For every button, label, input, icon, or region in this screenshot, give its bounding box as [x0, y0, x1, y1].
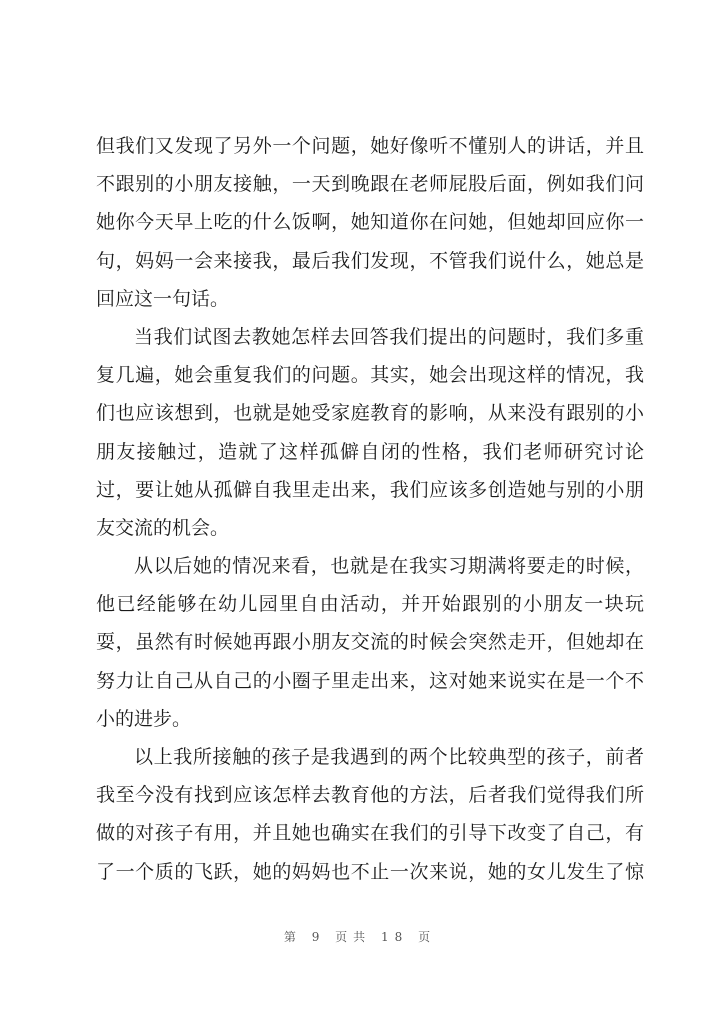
text-line: 朋友接触过，造就了这样孤僻自闭的性格，我们老师研究讨论	[96, 440, 644, 463]
text-line: 做的对孩子有用，并且她也确实在我们的引导下改变了自己，有	[96, 822, 644, 845]
body-text	[96, 127, 644, 891]
text-line: 了一个质的飞跃，她的妈妈也不止一次来说，她的女儿发生了惊	[96, 860, 644, 883]
page-number-footer: 第 9 页共 18 页	[283, 930, 437, 944]
text-line: 以上我所接触的孩子是我遇到的两个比较典型的孩子，前者	[134, 746, 644, 768]
text-line: 们也应该想到，也就是她受家庭教育的影响，从来没有跟别的小	[96, 402, 644, 425]
text-line: 但我们又发现了另外一个问题，她好像听不懂别人的讲话，并且	[96, 135, 644, 157]
text-line: 我至今没有找到应该怎样去教育他的方法，后者我们觉得我们所	[96, 784, 644, 807]
text-line: 耍，虽然有时候她再跟小朋友交流的时候会突然走开，但她却在	[96, 631, 644, 654]
text-line: 当我们试图去教她怎样去回答我们提出的问题时，我们多重	[134, 325, 644, 348]
text-line: 友交流的机会。	[96, 516, 230, 539]
text-line: 句，妈妈一会来接我，最后我们发现，不管我们说什么，她总是	[96, 249, 644, 272]
text-line: 努力让自己从自己的小圈子里走出来，这对她来说实在是一个不	[96, 669, 644, 692]
text-line: 不跟别的小朋友接触，一天到晚跟在老师屁股后面，例如我们问	[96, 173, 644, 196]
text-line: 小的进步。	[96, 707, 192, 730]
text-line: 他已经能够在幼儿园里自由活动，并开始跟别的小朋友一块玩	[96, 593, 644, 616]
text-line: 过，要让她从孤僻自我里走出来，我们应该多创造她与别的小朋	[96, 478, 644, 501]
text-line: 回应这一句话。	[96, 287, 230, 310]
text-line: 复几遍，她会重复我们的问题。其实，她会出现这样的情况，我	[96, 364, 644, 387]
text-line: 她你今天早上吃的什么饭啊，她知道你在问她，但她却回应你一	[96, 211, 644, 234]
text-line: 从以后她的情况来看，也就是在我实习期满将要走的时候，	[134, 555, 644, 578]
